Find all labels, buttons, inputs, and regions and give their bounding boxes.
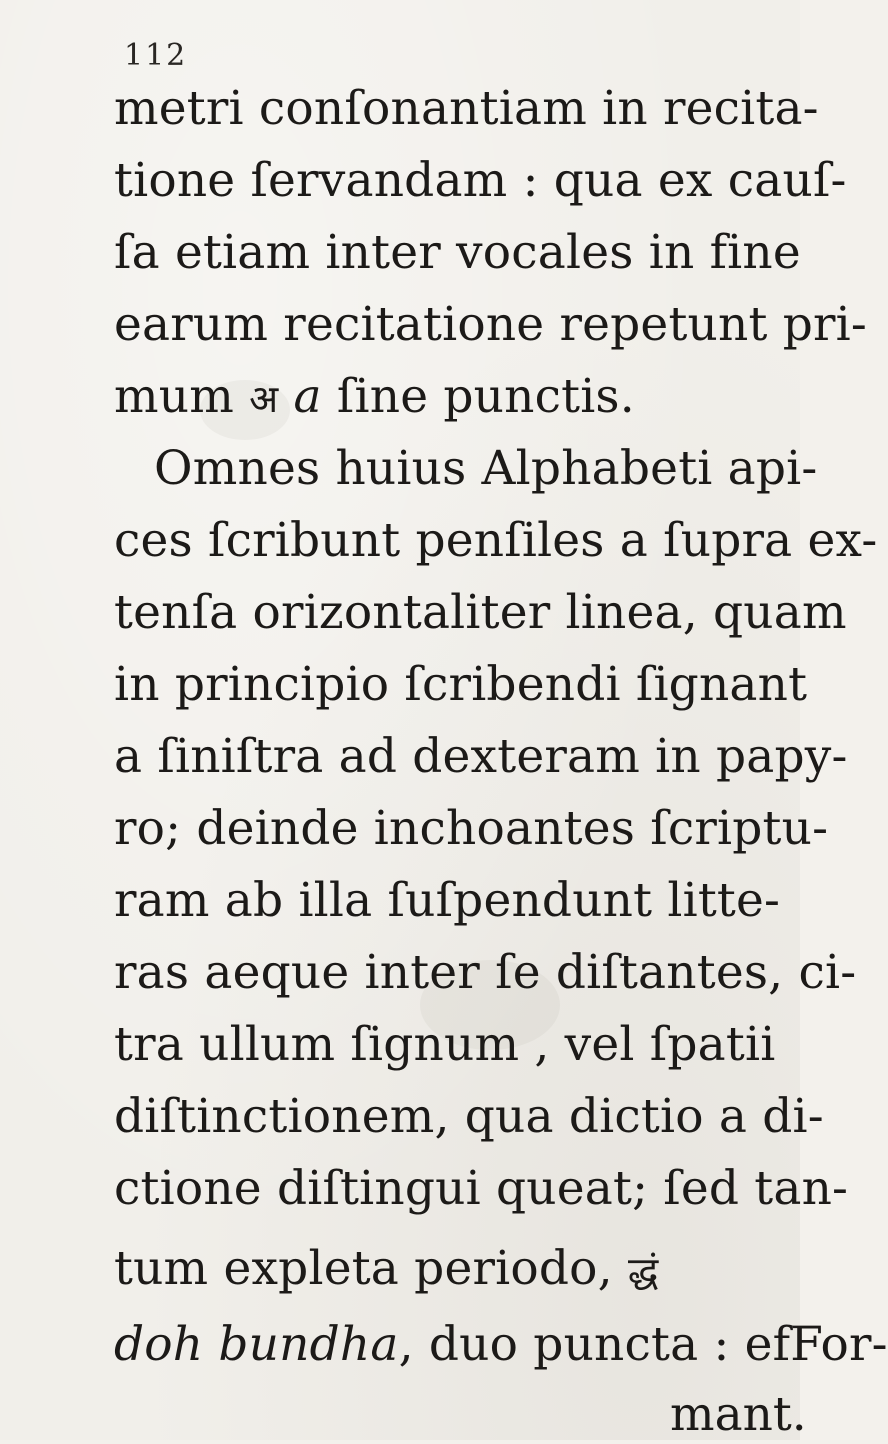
text-line: [114, 1316, 888, 1374]
text-line-mum: mum: [114, 369, 235, 424]
text-line: ces ſcribunt penſiles a ſupra ex-: [114, 513, 878, 568]
text-line: in principio ſcribendi ſignant: [114, 657, 808, 712]
page-number: 112: [124, 38, 188, 73]
text-line: a ſiniſtra ad dexteram in papy-: [114, 729, 848, 784]
catchword: mant.: [670, 1387, 807, 1442]
tum-expleta-text: tum expleta periodo,: [114, 1241, 613, 1296]
text-line: ro; deinde inchoantes ſcriptu-: [114, 801, 829, 856]
text-line: metri conſonantiam in recita-: [114, 81, 819, 136]
text-line: diſtinctionem, qua dictio a di-: [114, 1089, 824, 1144]
italic-doh-bundha: doh bundha: [114, 1317, 399, 1372]
devanagari-word: द्धं: [627, 1249, 659, 1293]
text-line: ſa etiam inter vocales in fine: [114, 225, 801, 280]
text-line: tione ſervandam : qua ex cauſ-: [114, 153, 847, 208]
text-line: ram ab illa ſuſpendunt litte-: [114, 873, 781, 928]
paragraph-start-line: Omnes huius Alphabeti api-: [154, 441, 818, 496]
text-line: [114, 368, 635, 428]
text-line: earum recitatione repetunt pri-: [114, 297, 867, 352]
italic-a: a: [293, 369, 322, 424]
text-line: ctione diſtingui queat; ſed tan-: [114, 1161, 849, 1216]
devanagari-a-glyph: अ: [249, 377, 279, 421]
text-line: ras aeque inter ſe diſtantes, ci-: [114, 945, 857, 1000]
text-line: [114, 1240, 659, 1300]
text-line: tenſa orizontaliter linea, quam: [114, 585, 847, 640]
duo-puncta-text: , duo puncta : efFor-: [398, 1317, 888, 1372]
text-line: tra ullum ſignum , vel ſpatii: [114, 1017, 776, 1072]
text-line-sine-punctis: ſine punctis.: [336, 369, 635, 424]
